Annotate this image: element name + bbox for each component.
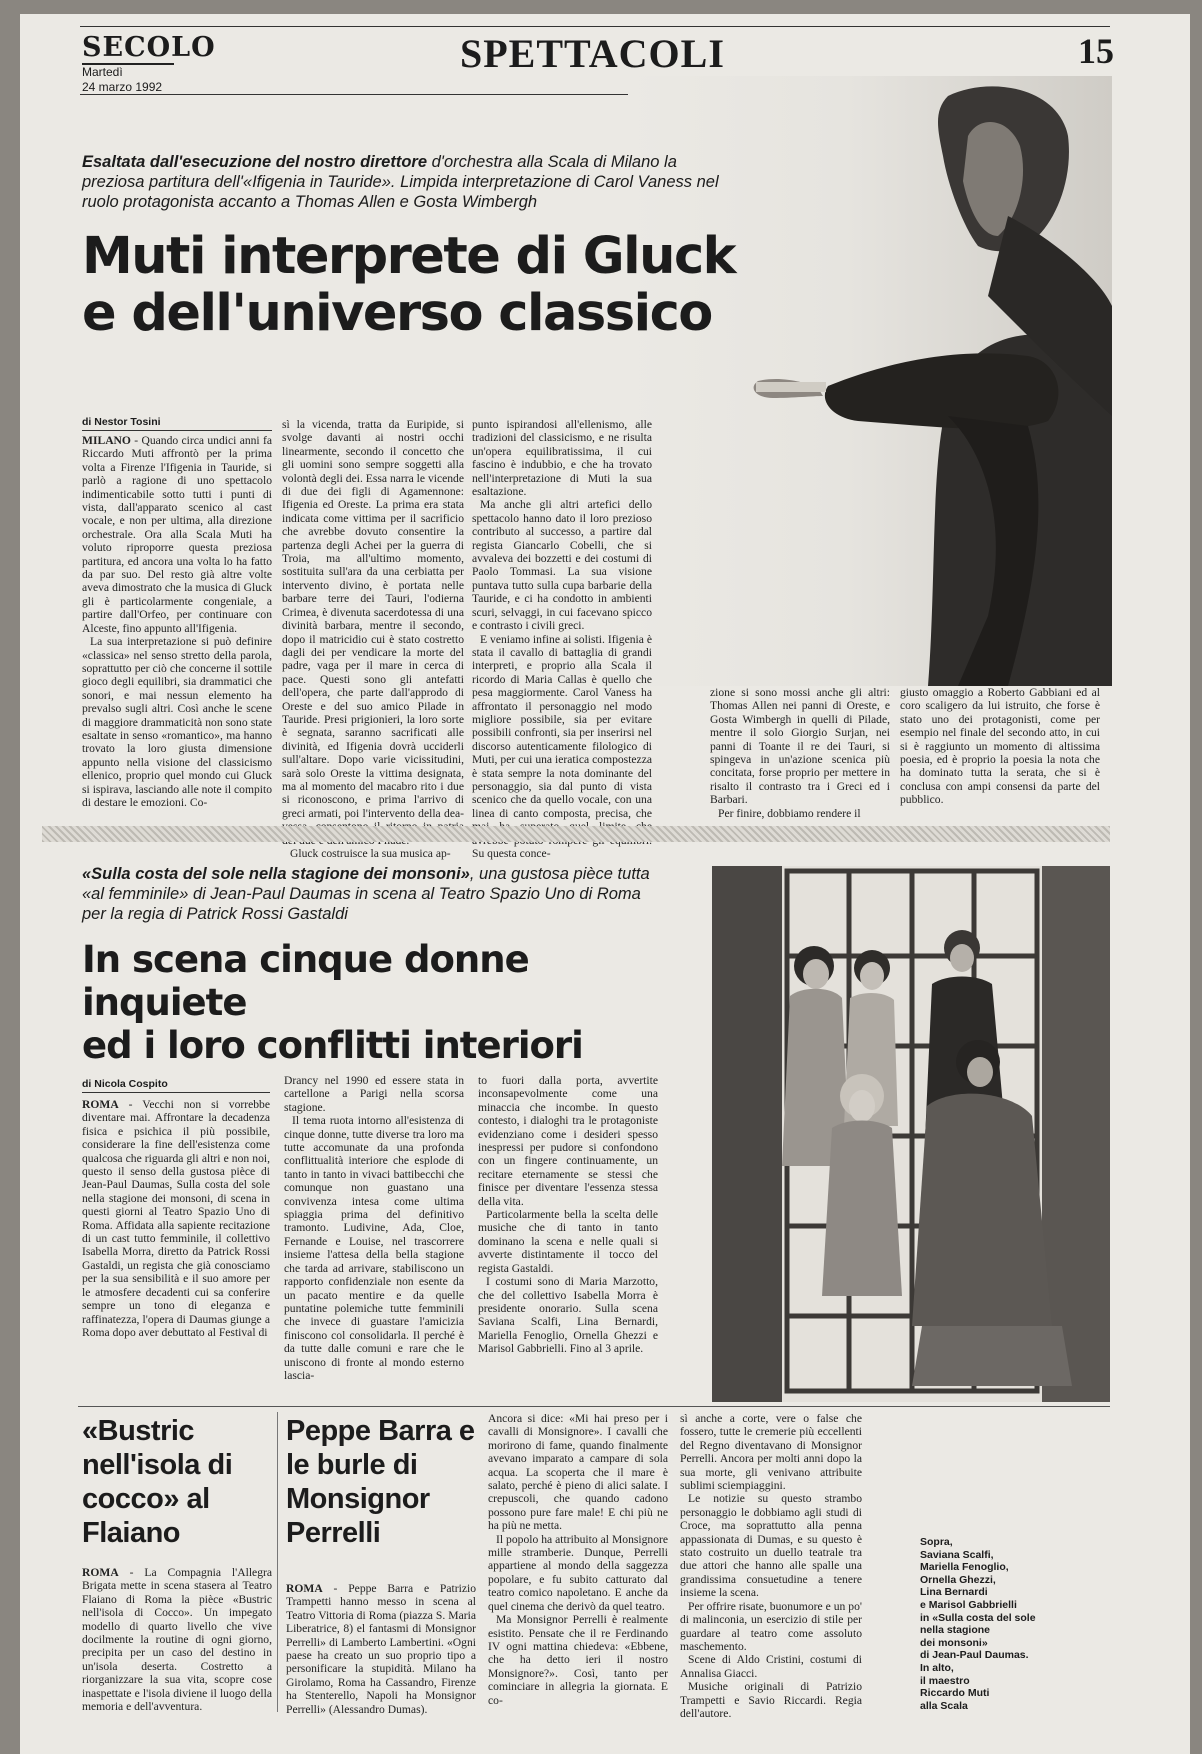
article2-col2-text: Drancy nel 1990 ed essere stata in cartellone a Parigi nella scorsa stagione. (284, 1074, 464, 1114)
article3-place: ROMA (82, 1566, 119, 1579)
newspaper-page (20, 14, 1190, 1754)
article2-col1-text: - Vecchi non si vorrebbe diventare mai. Affrontare la decadenza fisica e psichica il più possibile, considerare la fine dell'esistenza come qualcosa che riguarda gli altri e non noi, questo il senso della gustosa pièce di Jean-Paul Daumas, Sulla costa del sole nella stagione dei monsoni, di scena in questi giorni al Teatro Spazio Uno di Roma. Affidata alla sapiente recitazione di un cast tutto femminile, il collettivo Isabella Morra, diretto da Patrick Rossi Gastaldi, un regista che già conosciamo per la sua sensibilità e il suo amore per le atmosfere decadenti cui sa conferire sempre un tono di eleganza e raffinatezza, l'opera di Daumas giunge a Roma dopo aver debuttato al Festival di (82, 1098, 270, 1339)
caption-line: alla Scala (920, 1699, 968, 1712)
article4-col2-text: Ancora si dice: «Mi hai preso per i cavalli di Monsignore». I cavalli che morirono di fame, quando finalmente avevano imparato a campare di sola acqua. La scoperta che il mare è salato, perché è pieno di alici salate. I crepuscoli, che quando cadono possono pure fare male! E chi più ne ha più ne metta. (488, 1412, 668, 1533)
article4-col1-text: - Peppe Barra e Patrizio Trampetti hanno messo in scena al Teatro Vittoria di Roma (piazza S. Maria Liberatrice, 8) el fantasmi di Monsignor Perrelli» di Lamberto Lambertini. «Ogni paese ha creato un suo proprio tipo a personificare la stupidità. Milano ha Girolamo, Roma ha Cassandro, Firenze ha Stenterello, Napoli ha Monsignor Perrelli» (Alessandro Dumas). (286, 1582, 476, 1716)
article2-col3b-text: Particolarmente bella la scelta delle musiche che di tanto in tanto dominano la scena e nelle quali si avverte distintamente il tocco del regista Gastaldi. (478, 1208, 658, 1275)
article2-col2b-text: Il tema ruota intorno all'esistenza di cinque donne, tutte diverse tra loro ma tutte accomunate da una profonda conflittualità interiore che esplode di tanto in tanto in vivaci battibecchi che comunque non guastano una convivenza intesa come ultima spiaggia prima del definitivo tramonto. Ludivine, Ada, Cloe, Fernande e Louise, nel trascorrere insieme l'attesa della bella stagione che tarda ad arrivare, stabiliscono un rapporto confidenziale non esente da un pacato mentire e da quelle puntatine polemiche tutte femminili che invece di guastare l'amicizia finiscono col consolidarla. Il perché è da tutte dalle comuni e rare che le uniscono di fronte al mondo esterno lascia- (284, 1114, 464, 1382)
article2-kicker-lead: «Sulla costa del sole nella stagione dei monsoni» (82, 865, 470, 883)
caption-line: di Jean-Paul Daumas. (920, 1649, 1029, 1662)
article1-col4-text: zione si sono mossi anche gli altri: Thomas Allen nei panni di Oreste, e Gosta Wimbergh in quelli di Pilade, mentre il solo Giorgio Surjan, nei panni di Toante il re dei Tauri, si spingeva in un'azione scenica più concitata, forse proprio per mettere in risalto il contrasto tra i Greci ed i Barbari. (710, 686, 890, 807)
caption-line: nella stagione (920, 1624, 991, 1637)
article4-headline: Peppe Barra e le burle di Monsignor Perrelli (286, 1415, 475, 1549)
page-number: 15 (1078, 31, 1114, 71)
section-divider (42, 826, 1110, 842)
caption-line: Sopra, (920, 1536, 953, 1548)
article4-column-3 (680, 1412, 862, 1720)
article1-headline-line2: e dell'universo classico (82, 284, 712, 344)
article4-col2c-text: Ma Monsignor Perrelli è realmente esistito. Pensate che il re Ferdinando IV ogni mattina chiedeva: «Ebbene, che ha detto ieri il nostro Monsignore?». Così, tanto per cominciare in allegria la giornata. E co- (488, 1613, 668, 1707)
caption-line: Lina Bernardi (920, 1586, 988, 1599)
article3-body (82, 1566, 272, 1716)
caption-line: e Marisol Gabbrielli (920, 1598, 1017, 1611)
article4-col3b-text: Le notizie su questo strambo personaggio le dobbiamo agli studi di Croce, ma soprattutto alla penna appassionata di Dumas, e su questo è stato costruito un duello teatrale tra due attori che hanno alle spalle una grandissima consuetudine a tenere insieme la scena. (680, 1492, 862, 1600)
caption-line: In alto, (920, 1661, 954, 1674)
article1-column-4 (710, 686, 890, 824)
caption-line: in «Sulla costa del sole (920, 1611, 1036, 1624)
article1-col2b-text: Gluck costruisce la sua musica ap- (290, 847, 451, 860)
article1-col1b-text: La sua interpretazione si può definire «classica» nel senso stretto della parola, soprattutto per ciò che concerne il sottile gioco degli equilibri, sia drammatici che sonori, e mai nessun elemento ha prevalso sugli altri. Così anche le scene di maggiore drammaticità non sono state esaltate in senso «romantico», ma hanno trovato la loro giusta dimensione appunto nella visione del classicismo ellenico, proprio quel mondo cui Gluck si ispirava, lasciando alle note il compito di destare le emozioni. Co- (82, 635, 272, 809)
article4-col3c-text: Per offrire risate, buonumore e un po' di malinconia, un esercizio di stile per guardare al teatro come assoluto maschemento. (680, 1599, 862, 1653)
article1-col2-text: sì la vicenda, tratta da Euripide, si svolge davanti ai nostri occhi linearmente, secondo il concetto che gli uomini sono sempre soggetti alla volontà degli dei. Essa narra le vicende di due dei figli di Agamennone: Ifigenia ed Oreste. La prima era stata indicata come vittima per il sacrificio che avrebbe dovuto consentire la partenza degli Achei per la guerra di Troia, ma all'ultimo momento, sostituita sull'ara da una cerbiatta per intervento divino, è portata nelle barbare terre dei Tauri, l'odierna Crimea, è divenuta sacerdotessa di una divinità barbara, mentre il secondo, dopo il matricidio cui è stato costretto dagli dei per vendicare la morte del padre, vaga per il mare in cerca di pace. Questi sono gli antefatti dell'opera, che parte dall'approdo di Oreste e del suo amico Pilade in Tauride. Presi prigionieri, la loro sorte è segnata, saranno sacrificati alle divinità, ed Ifigenia dovrà ucciderli sull'altare. Dopo varie vicissitudini, sarà solo Oreste la vittima designata, ma al momento del macabro rito i due si riconoscono, e prima l'arrivo di greci armati, poi l'intervento della dea- (282, 418, 464, 820)
article2-col3c-text: I costumi sono di Maria Marzotto, che del collettivo Isabella Morra è presidente onorario. Sulla scena Saviana Scalfi, Lina Bernardi, Mariella Fenoglio, Ornella Ghezzi e Marisol Gabbrielli. Fino al 3 aprile. (478, 1275, 658, 1356)
article1-kicker-lead: Esaltata dall'esecuzione del nostro direttore (82, 153, 428, 171)
article1-place: MILANO (82, 434, 131, 447)
article1-kicker (82, 152, 742, 212)
article1-headline (82, 228, 802, 342)
issue-day: Martedì (82, 65, 123, 79)
article2-column-3 (478, 1074, 658, 1400)
top-rule (80, 26, 1110, 27)
article2-column-1 (82, 1098, 270, 1400)
article1-col3b-text: Ma anche gli altri artefici dello spettacolo hanno dato il loro prezioso contributo al successo, a partire dal regista Giancarlo Cobelli, che si avvaleva dei bozzetti e dei costumi di Paolo Tommasi. La sua visione puntava tutto sulla cupa barbarie della Tauride, e ci ha condotto in ambienti scuri, selvaggi, in cui facevano spicco e contrasto i civili greci. (472, 498, 652, 633)
article4-column-2 (488, 1412, 668, 1716)
article1-column-1 (82, 434, 272, 824)
article1-headline-line1: Muti interprete di Gluck (82, 227, 736, 286)
play-photo (712, 866, 1110, 1402)
article4-place: ROMA (286, 1582, 323, 1595)
article2-headline (82, 938, 702, 1067)
article1-column-5 (900, 686, 1100, 824)
article1-col4b-text: Per finire, dobbiamo rendere il (718, 806, 861, 820)
byline2-rule (82, 1092, 270, 1093)
byline-rule (82, 430, 272, 431)
article2-headline-line2: ed i loro conflitti interiori (82, 1024, 583, 1067)
article2-byline: di Nicola Cospito (82, 1078, 168, 1090)
article4-col2b-text: Il popolo ha attribuito al Monsignore mille stramberie. Dunque, Perrelli appartiene al mondo della saggezza popolare, e fu subito catturato dal teatro comico napoletano. E anche da quel cinema che derivò da quel teatro. (488, 1532, 668, 1613)
caption-line: Saviana Scalfi, (920, 1548, 994, 1561)
photo-caption (920, 1536, 1100, 1712)
caption-line: Ornella Ghezzi, (920, 1573, 996, 1586)
section-title: SPETTACOLI (460, 31, 725, 76)
article4-col3e-text: Musiche originali di Patrizio Trampetti e Savio Riccardi. Regia dell'autore. (680, 1680, 862, 1720)
article1-kicker-rest: d'orchestra alla Scala di Milano la preziosa partitura dell'«Ifigenia in Tauride». Limpida interpretazione di Carol Vaness nel ruolo protagonista accanto a Thomas Allen e Gosta Wimbergh (82, 153, 719, 211)
article1-col5-text: giusto omaggio a Roberto Gabbiani ed al coro scaligero da lui istruito, che forse è stato uno dei protagonisti, come per esempio nel finale del secondo atto, in cui si è raggiunto un momento di altissima poesia, ed è proprio la poesia la nota che ha dominato tutta la serata, che si è conclusa con ampi consensi da parte del pubblico. (900, 686, 1100, 807)
article2-kicker-rest: , una gustosa pièce tutta «al femminile» di Jean-Paul Daumas in scena al Teatro Spazio Uno di Roma per la regia di Patrick Rossi Gastaldi (82, 865, 650, 923)
caption-line: dei monsoni» (920, 1636, 988, 1649)
article1-column-3 (472, 418, 652, 860)
article2-column-2 (284, 1074, 464, 1400)
article2-col3-text: to fuori dalla porta, avvertite inconsapevolmente come una minaccia che incombe. In questo contesto, i dialoghi tra le protagoniste evidenziano come i desideri spesso inespressi per pudore si confondono con un fingere continuamente, un recitare eternamente se stessi che finisce per diventare l'essenza stessa della vita. (478, 1074, 658, 1208)
article1-col3c-text: E veniamo infine ai solisti. Ifigenia è stata il cavallo di battaglia di grandi interpreti, e proprio alla Scala il ricordo di Maria Callas è quello che pesa maggiormente. Carol Vaness ha affrontato il personaggio nel modo migliore possibile, sia per evitare possibili confronti, sia per inserirsi nel discorso autenticamente filologico di Muti, per cui una ieratica compostezza è stata sempre la nota dominante del personaggio, sia dal punto di vista scenico che da quello vocale, con una linea di canto composta, precisa, che Su questa conce- (472, 632, 652, 860)
article1-column-2 (282, 418, 464, 860)
article1-col1-text: - Quando circa undici anni fa Riccardo Muti affrontò per la prima volta a Firenze l'Ifigenia in Tauride, si parlò a ragione di uno spettacolo indimenticabile sotto tutti i punti di vista, dall'apparato scenico al cast vocale, e non per ultima, alla direzione orchestrale. Ora alla Scala Muti ha voluto riproporre questa preziosa partitura, ed ancora una volta lo ha fatto da par suo. Del resto già altre volte aveva dimostrato che la musica di Gluck gli è particolarmente congeniale, a partire dall'Orfeo, per continuare con Alceste, fino appunto all'Ifigenia. (82, 434, 272, 635)
column-separator (277, 1412, 278, 1712)
article4-col3d-text: Scene di Aldo Cristini, costumi di Annalisa Giacci. (680, 1653, 862, 1680)
article4-column-1 (286, 1582, 476, 1716)
paper-name: SECOLO (82, 32, 216, 63)
article3-body-text: - La Compagnia l'Allegra Brigata mette in scena stasera al Teatro Flaiano di Roma la pièce «Bustric nell'isola di Cocco». Un impegato modello di quarto livello che vive docilmente la routine di ogni giorno, precipita per un caso del destino in un'isola deserta. Costretto a riorganizzare la sua vita, scopre cose inaspettate e l'isola diviene il luogo della memoria e dell'avventura. (82, 1566, 272, 1714)
lower-rule (78, 1406, 1110, 1407)
article4-col3-text: sì anche a corte, vere o false che fossero, tutte le cremerie più eccellenti del Regno diventavano di Monsignor Perrelli. Ancora per molti anni dopo la sua morte, gli venivano attribuite sublimi sciempiaggini. (680, 1412, 862, 1493)
article2-place: ROMA (82, 1098, 119, 1111)
article2-kicker (82, 864, 662, 924)
article2-headline-line1: In scena cinque donne inquiete (82, 938, 529, 1024)
caption-line: il maestro (920, 1674, 970, 1687)
caption-line: Mariella Fenoglio, (920, 1561, 1009, 1574)
caption-line: Riccardo Muti (920, 1687, 990, 1700)
article1-byline: di Nestor Tosini (82, 416, 161, 428)
article3-headline: «Bustric nell'isola di cocco» al Flaiano (82, 1415, 233, 1549)
article1-col3-text: punto ispirandosi all'ellenismo, alle tradizioni del classicismo, e ne risulta un'opera equilibratissima, il cui fascino è indubbio, e che ha trovato nell'interpretazione di Muti la sua esaltazione. (472, 418, 652, 499)
issue-date: 24 marzo 1992 (82, 80, 163, 94)
